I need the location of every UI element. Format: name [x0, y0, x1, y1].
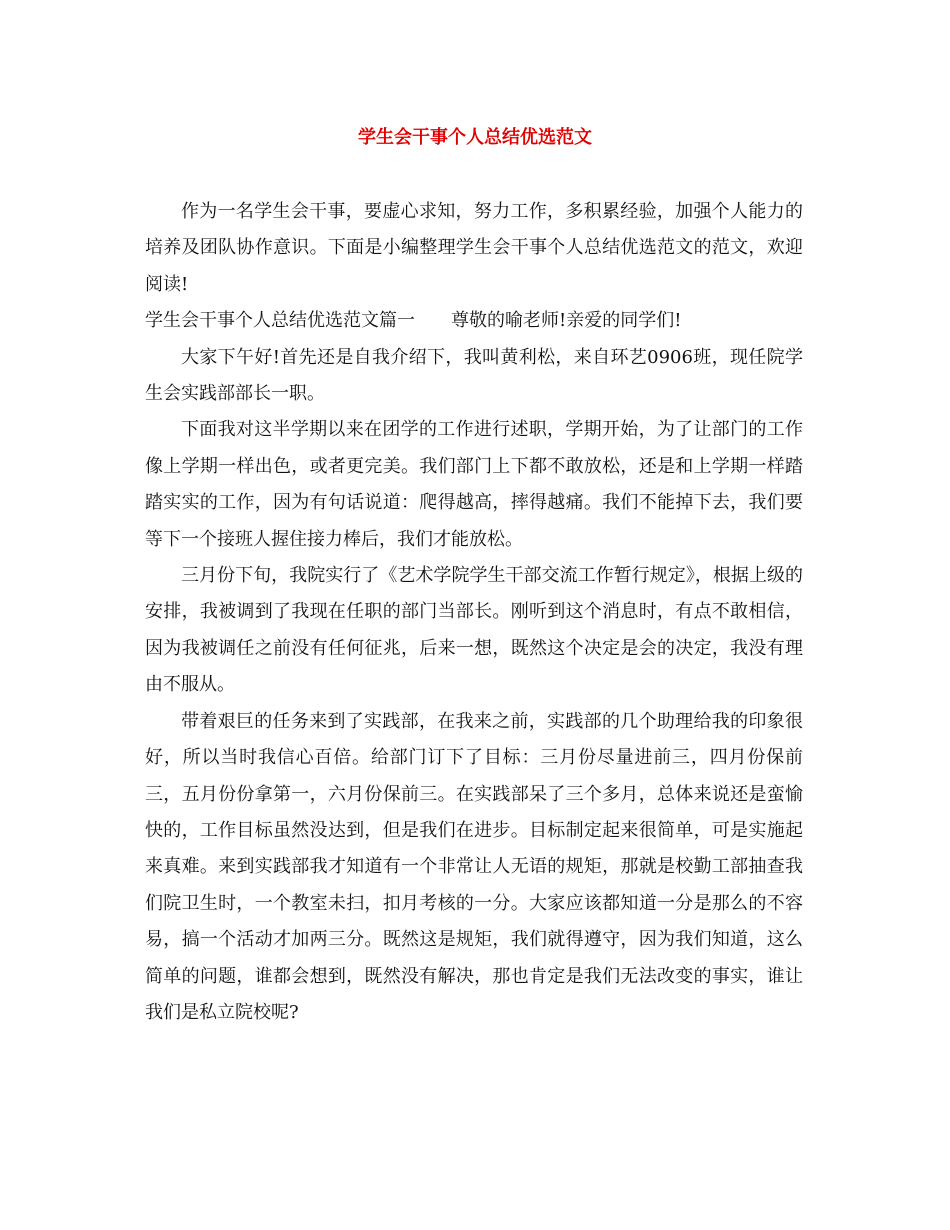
section-heading: 学生会干事个人总结优选范文篇一 [145, 310, 415, 332]
section-heading-line [145, 303, 803, 339]
body-paragraph-4: 带着艰巨的任务来到了实践部，在我来之前，实践部的几个助理给我的印象很好，所以当时我信心百倍。给部门订下了目标：三月份尽量进前三，四月份保前三，五月份份拿第一，六月份保前三。在实践部呆了三个多月，总体来说还是蛮愉快的，工作目标虽然没达到，但是我们在进步。目标制定起来很简单，可是实施起来真难。来到实践部我才知道有一个非常让人无语的规矩，那就是校勤工部抽查我们院卫生时，一个教室未扫，扣月考核的一分。大家应该都知道一分是那么的不容易，搞一个活动才加两三分。既然这是规矩，我们就得遵守，因为我们知道，这么简单的问题，谁都会想到，既然没有解决，那也肯定是我们无法改变的事实，谁让我们是私立院校呢? [145, 710, 803, 1023]
document-title: 学生会干事个人总结优选范文 [358, 127, 592, 148]
body-paragraph-3: 三月份下旬，我院实行了《艺术学院学生干部交流工作暂行规定》，根据上级的安排，我被调到了我现在任职的部门当部长。刚听到这个消息时，有点不敢相信，因为我被调任之前没有任何征兆，后来一想，既然这个决定是会的决定，我没有理由不服从。 [145, 565, 803, 696]
intro-paragraph: 作为一名学生会干事，要虚心求知，努力工作，多积累经验，加强个人能力的培养及团队协作意识。下面是小编整理学生会干事个人总结优选范文的范文，欢迎阅读! [145, 201, 803, 295]
body-paragraph-1: 大家下午好!首先还是自我介绍下，我叫黄利松，来自环艺0906班，现任院学生会实践部部长一职。 [145, 346, 803, 405]
document-body [145, 194, 803, 1031]
greeting: 尊敬的喻老师!亲爱的同学们! [451, 310, 682, 332]
body-paragraph-2: 下面我对这半学期以来在团学的工作进行述职，学期开始，为了让部门的工作像上学期一样出色，或者更完美。我们部门上下都不敢放松，还是和上学期一样踏踏实实的工作，因为有句话说道：爬得越高，摔得越痛。我们不能掉下去，我们要等下一个接班人握住接力棒后，我们才能放松。 [145, 419, 803, 550]
